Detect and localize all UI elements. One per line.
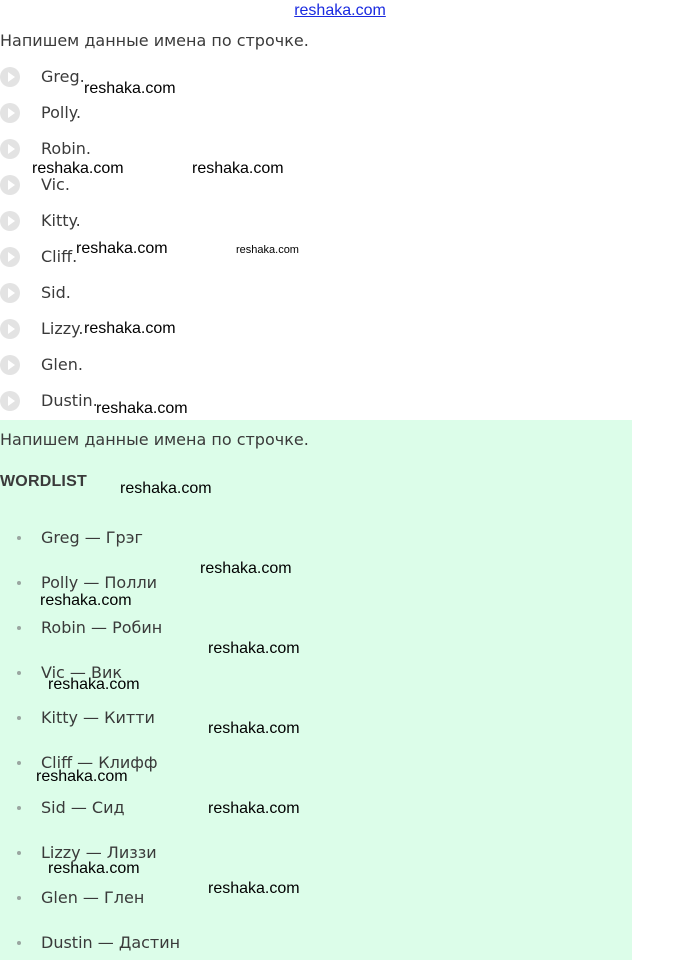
watermark: reshaka.com xyxy=(192,160,284,177)
play-icon[interactable] xyxy=(0,391,20,411)
bullet-icon xyxy=(17,851,21,855)
audio-item[interactable] xyxy=(0,103,300,127)
watermark: reshaka.com xyxy=(48,860,140,877)
wordlist-item-text: Lizzy — Лиззи xyxy=(41,843,157,862)
bullet-icon xyxy=(17,626,21,630)
bullet-icon xyxy=(17,536,21,540)
watermark: reshaka.com xyxy=(84,80,176,97)
play-icon[interactable] xyxy=(0,103,20,123)
play-icon[interactable] xyxy=(0,175,20,195)
watermark: reshaka.com xyxy=(96,400,188,417)
audio-item-name: Lizzy. xyxy=(41,319,84,338)
watermark: reshaka.com xyxy=(36,768,128,785)
play-icon[interactable] xyxy=(0,247,20,267)
watermark: reshaka.com xyxy=(32,160,124,177)
bullet-icon xyxy=(17,761,21,765)
bullet-icon xyxy=(17,896,21,900)
play-icon[interactable] xyxy=(0,319,20,339)
wordlist-item-text: Glen — Глен xyxy=(41,888,145,907)
audio-item[interactable] xyxy=(0,283,300,307)
watermark: reshaka.com xyxy=(40,592,132,609)
audio-item-name: Dustin. xyxy=(41,391,98,410)
play-icon[interactable] xyxy=(0,211,20,231)
wordlist-item-text: Vic — Вик xyxy=(41,663,123,682)
audio-item-name: Greg. xyxy=(41,67,85,86)
wordlist-item xyxy=(0,708,400,730)
wordlist-item xyxy=(0,618,400,640)
answer-intro-text: Напишем данные имена по строчке. xyxy=(0,430,309,449)
wordlist-item-text: Cliff — Клифф xyxy=(41,753,158,772)
watermark: reshaka.com xyxy=(84,320,176,337)
bullet-icon xyxy=(17,581,21,585)
reshaka-top-link[interactable]: reshaka.com xyxy=(294,2,386,19)
watermark: reshaka.com xyxy=(200,560,292,577)
wordlist-item-text: Dustin — Дастин xyxy=(41,933,181,952)
audio-item-name: Robin. xyxy=(41,139,92,158)
audio-item-name: Cliff. xyxy=(41,247,78,266)
watermark: reshaka.com xyxy=(208,800,300,817)
audio-item-name: Glen. xyxy=(41,355,83,374)
watermark: reshaka.com xyxy=(208,720,300,737)
wordlist-item-text: Robin — Робин xyxy=(41,618,163,637)
wordlist-item xyxy=(0,528,400,550)
watermark: reshaka.com xyxy=(236,244,299,256)
wordlist-title: WORDLIST xyxy=(0,473,87,490)
intro-text: Напишем данные имена по строчке. xyxy=(0,31,309,50)
bullet-icon xyxy=(17,941,21,945)
watermark: reshaka.com xyxy=(48,676,140,693)
wordlist-item-text: Greg — Грэг xyxy=(41,528,143,547)
watermark: reshaka.com xyxy=(120,480,212,497)
bullet-icon xyxy=(17,716,21,720)
bullet-icon xyxy=(17,806,21,810)
watermark: reshaka.com xyxy=(76,240,168,257)
wordlist-item-text: Polly — Полли xyxy=(41,573,158,592)
wordlist-item xyxy=(0,933,400,955)
play-icon[interactable] xyxy=(0,355,20,375)
watermark: reshaka.com xyxy=(208,640,300,657)
audio-item[interactable] xyxy=(0,175,300,199)
play-icon[interactable] xyxy=(0,139,20,159)
play-icon[interactable] xyxy=(0,67,20,87)
audio-item-name: Vic. xyxy=(41,175,70,194)
audio-item[interactable] xyxy=(0,355,300,379)
audio-item-name: Kitty. xyxy=(41,211,81,230)
wordlist-item xyxy=(0,798,400,820)
wordlist-item-text: Sid — Сид xyxy=(41,798,125,817)
wordlist-item xyxy=(0,888,400,910)
play-icon[interactable] xyxy=(0,283,20,303)
audio-item-name: Polly. xyxy=(41,103,82,122)
audio-item[interactable] xyxy=(0,211,300,235)
wordlist-item-text: Kitty — Китти xyxy=(41,708,155,727)
audio-item-name: Sid. xyxy=(41,283,71,302)
watermark: reshaka.com xyxy=(208,880,300,897)
bullet-icon xyxy=(17,671,21,675)
